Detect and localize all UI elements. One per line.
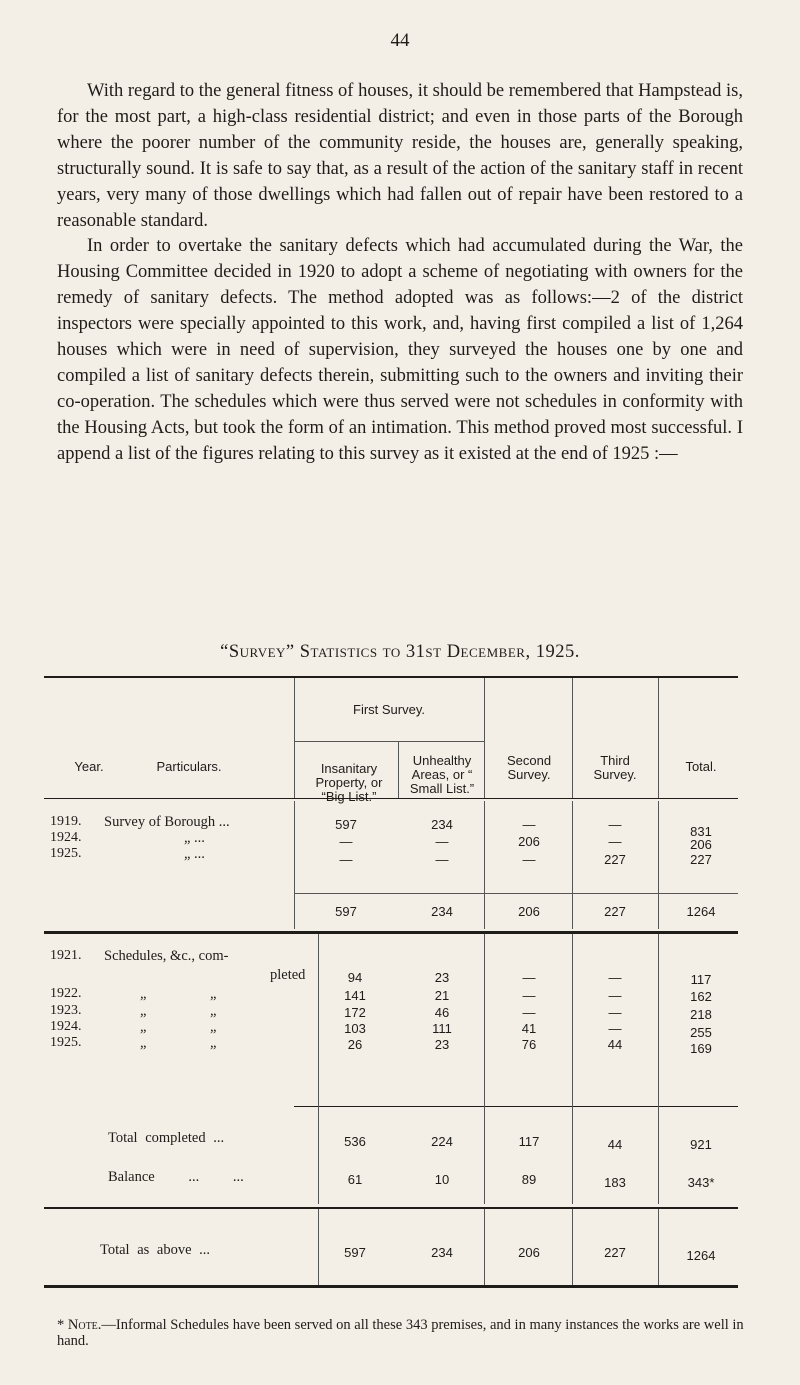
- cell-third: 227: [604, 852, 626, 867]
- table-bottom-rule: [44, 1285, 738, 1288]
- cell-second: 206: [518, 1245, 540, 1260]
- cell-third: —: [608, 1021, 622, 1036]
- cell-total: 117: [690, 972, 712, 987]
- cell-second: 76: [521, 1037, 537, 1052]
- col-line-1: [294, 678, 295, 798]
- sched-col-line-4: [572, 934, 573, 1204]
- cell-insanitary: 94: [347, 970, 363, 985]
- body-col-line-1b: [294, 893, 295, 929]
- col-line-5: [658, 678, 659, 798]
- schedule-label-line1: Schedules, &c., com-: [104, 948, 229, 964]
- cell-total: 831: [690, 824, 712, 839]
- cell-unhealthy: 10: [434, 1172, 450, 1187]
- cell-particulars: „ „: [140, 1003, 217, 1019]
- cell-year: 1924.: [50, 1019, 82, 1034]
- paragraph-sanitary-scheme: In order to overtake the sanitary defects which had accumulated during the War, the Housing Committee decided in 1920 to adopt a scheme of negotiating with owners for the remedy of sanitary defects. The method adopted was as follows:—2 of the district inspectors were specially appointed to this work, and, having first compiled a list of 1,264 houses which were in need of supervision, they surveyed the houses one by one and compiled a list of sanitary defects therein, submitting such to the owners and inviting their co-operation. The schedules which were thus served were not schedules in conformity with the Housing Acts, but took the form of an intimation. This method proved most successful. I append a list of the figures relating to this survey as it existed at the end of 1925 :—: [57, 236, 743, 464]
- cell-second: 206: [518, 834, 540, 849]
- cell-year: 1922.: [50, 986, 82, 1001]
- cell-year: 1921.: [50, 948, 82, 963]
- cell-third: 227: [604, 1245, 626, 1260]
- cell-total: 1264: [686, 1248, 716, 1263]
- col-line-4: [572, 678, 573, 798]
- cell-year: 1923.: [50, 1003, 82, 1018]
- cell-particulars: „ ...: [184, 846, 205, 862]
- footnote-lead: * Note.: [57, 1317, 102, 1333]
- cell-total: 162: [690, 989, 712, 1004]
- cell-insanitary: 26: [347, 1037, 363, 1052]
- header-year: Year.: [74, 759, 104, 774]
- table-caption: [0, 642, 800, 663]
- cell-second: 89: [521, 1172, 537, 1187]
- cell-total: 169: [690, 1041, 712, 1056]
- header-particulars: Particulars.: [156, 759, 222, 774]
- balance-section-rule: [44, 1207, 738, 1209]
- header-third: Third Survey.: [593, 753, 637, 782]
- cell-particulars: „ „: [140, 986, 217, 1002]
- cell-unhealthy: 46: [434, 1005, 450, 1020]
- cell-total: 206: [690, 837, 712, 852]
- schedule-label-line2: pleted: [270, 967, 306, 983]
- cell-third: —: [608, 970, 622, 985]
- cell-insanitary: 536: [344, 1134, 366, 1149]
- cell-insanitary: 141: [344, 988, 366, 1003]
- cell-year: 1925.: [50, 846, 82, 861]
- body-col-line-1a: [294, 801, 295, 893]
- total-col-line-4: [572, 1209, 573, 1285]
- cell-total: 343*: [687, 1175, 715, 1190]
- cell-third: —: [608, 1005, 622, 1020]
- header-total: Total.: [685, 759, 717, 774]
- cell-unhealthy: 111: [432, 1021, 452, 1036]
- header-insanitary: Insanitary Property, or “Big List.”: [315, 761, 383, 804]
- page-number: 44: [390, 30, 410, 51]
- cell-insanitary: 172: [344, 1005, 366, 1020]
- cell-year: 1919.: [50, 814, 82, 829]
- cell-total: 218: [690, 1007, 712, 1022]
- cell-year: 1925.: [50, 1035, 82, 1050]
- balance-label: Balance ... ...: [108, 1169, 244, 1185]
- total-col-line-1: [318, 1209, 319, 1285]
- cell-second: —: [522, 817, 536, 832]
- caption-quoted: “Survey”: [220, 642, 295, 662]
- cell-particulars: Survey of Borough ...: [104, 814, 230, 830]
- paragraph-housing-fitness: With regard to the general fitness of houses, it should be remembered that Hampstead is, for the most part, a high-class residential district; and even in those parts of the Borough where the poorer number of the community reside, the houses are, generally speaking, structurally sound. It is safe to say that, as a result of the action of the sanitary staff in recent years, very many of those dwellings which had fallen out of repair have been restored to a reasonable standard.: [57, 81, 743, 231]
- header-first-survey: First Survey.: [353, 702, 425, 717]
- body-col-line-4a: [572, 801, 573, 929]
- col-line-3: [484, 678, 485, 798]
- col-line-2: [398, 741, 399, 798]
- cell-insanitary: 103: [344, 1021, 366, 1036]
- total-as-above-label: Total as above ...: [100, 1242, 211, 1258]
- cell-total: 921: [690, 1137, 712, 1152]
- cell-insanitary: 61: [347, 1172, 363, 1187]
- body-col-line-3a: [484, 801, 485, 929]
- cell-second: 206: [518, 904, 540, 919]
- cell-second: —: [522, 970, 536, 985]
- footnote: [57, 1317, 747, 1349]
- cell-particulars: „ „: [140, 1035, 217, 1051]
- cell-insanitary: —: [339, 834, 353, 849]
- cell-unhealthy: —: [435, 852, 449, 867]
- first-survey-underline: [294, 741, 484, 742]
- cell-unhealthy: 234: [431, 1245, 453, 1260]
- cell-total: 1264: [686, 904, 716, 919]
- caption-rest: Statistics to 31st December, 1925.: [299, 642, 580, 662]
- cell-insanitary: 597: [344, 1245, 366, 1260]
- cell-third: —: [608, 834, 622, 849]
- cell-third: —: [608, 817, 622, 832]
- cell-year: 1924.: [50, 830, 82, 845]
- cell-third: 183: [604, 1175, 626, 1190]
- cell-second: —: [522, 852, 536, 867]
- sched-col-line-1: [318, 934, 319, 1204]
- total-col-line-3: [484, 1209, 485, 1285]
- survey-subtotal-line: [294, 893, 738, 894]
- total-completed-label: Total completed ...: [108, 1130, 225, 1146]
- cell-second: 117: [518, 1134, 540, 1149]
- header-unhealthy: Unhealthy Areas, or “ Small List.”: [409, 753, 475, 796]
- cell-unhealthy: 234: [431, 817, 453, 832]
- survey-section-rule: [44, 931, 738, 934]
- cell-insanitary: —: [339, 852, 353, 867]
- table-top-rule: [44, 676, 738, 678]
- cell-insanitary: 597: [335, 817, 357, 832]
- cell-unhealthy: 23: [434, 970, 450, 985]
- cell-total: 255: [690, 1025, 712, 1040]
- body-col-line-5a: [658, 801, 659, 929]
- schedule-section-rule: [294, 1106, 738, 1107]
- cell-particulars: „ „: [140, 1019, 217, 1035]
- cell-second: —: [522, 1005, 536, 1020]
- sched-col-line-3: [484, 934, 485, 1204]
- cell-unhealthy: —: [435, 834, 449, 849]
- cell-second: 41: [521, 1021, 537, 1036]
- cell-unhealthy: 234: [431, 904, 453, 919]
- cell-unhealthy: 23: [434, 1037, 450, 1052]
- cell-third: 44: [607, 1137, 623, 1152]
- cell-third: —: [608, 988, 622, 1003]
- header-second: Second Survey.: [506, 753, 552, 782]
- cell-insanitary: 597: [335, 904, 357, 919]
- total-col-line-5: [658, 1209, 659, 1285]
- cell-third: 44: [607, 1037, 623, 1052]
- cell-unhealthy: 21: [434, 988, 450, 1003]
- sched-col-line-5: [658, 934, 659, 1204]
- footnote-text: —Informal Schedules have been served on all these 343 premises, and in many instances the works are well in hand.: [57, 1317, 744, 1349]
- cell-second: —: [522, 988, 536, 1003]
- cell-particulars: „ ...: [184, 830, 205, 846]
- cell-third: 227: [604, 904, 626, 919]
- cell-unhealthy: 224: [431, 1134, 453, 1149]
- cell-total: 227: [690, 852, 712, 867]
